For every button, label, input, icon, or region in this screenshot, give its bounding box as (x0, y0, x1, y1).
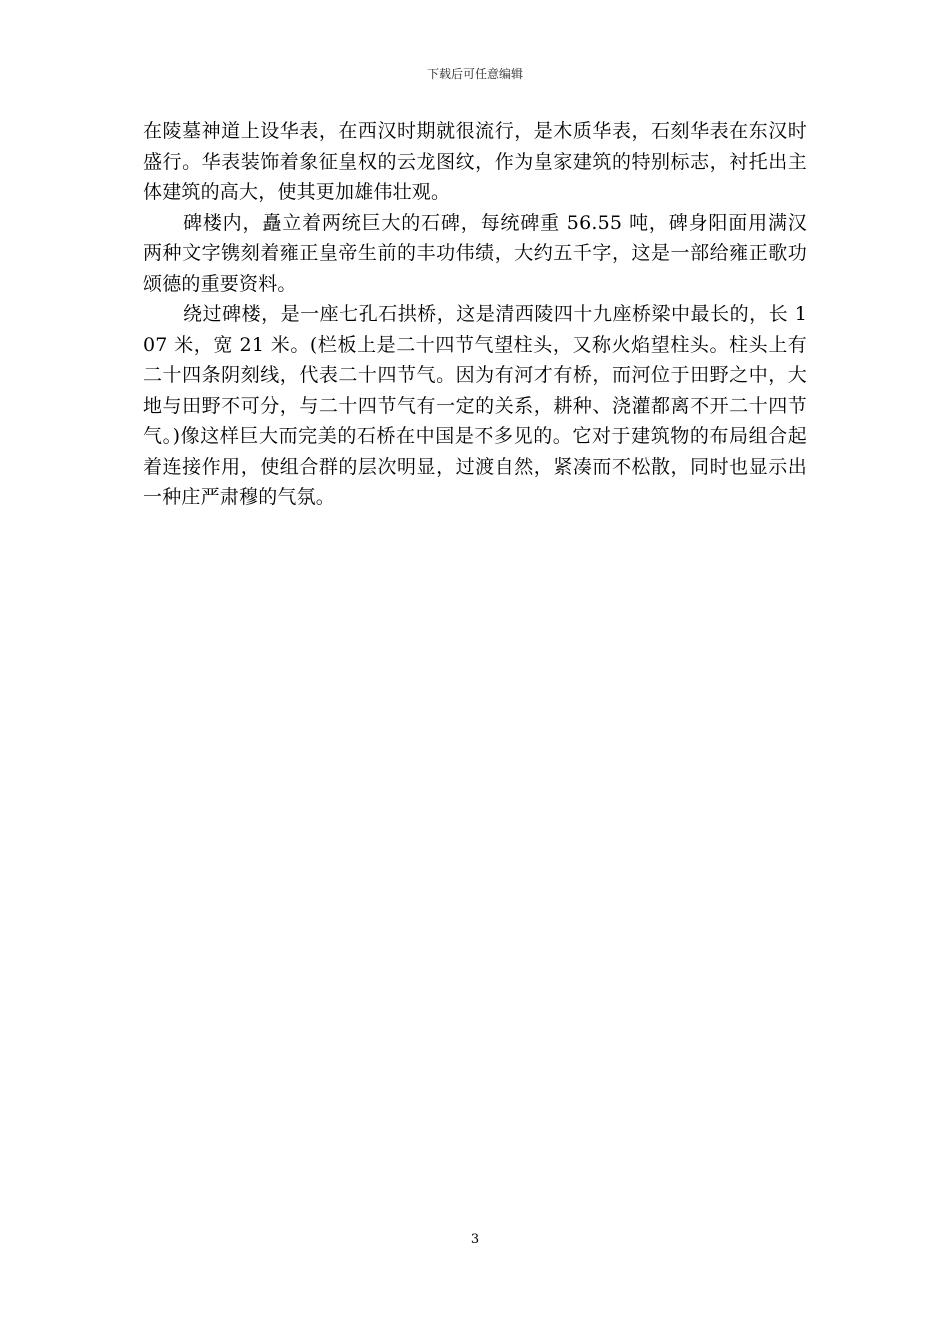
page-number: 3 (470, 1232, 480, 1247)
paragraph-stone-bridge: 绕过碑楼，是一座七孔石拱桥，这是清西陵四十九座桥梁中最长的，长 107 米，宽 21 米。(栏板上是二十四节气望柱头，又称火焰望柱头。柱头上有二十四条阴刻线，代表二十四节气。因为有河才有桥，而河位于田野之中，大地与田野不可分，与二十四节气有一定的关系，耕种、浇灌都离不开二十四节气。)像这样巨大而完美的石桥在中国是不多见的。它对于建筑物的布局组合起着连接作用，使组合群的层次明显，过渡自然，紧凑而不松散，同时也显示出一种庄严肃穆的气氛。 (143, 303, 807, 508)
document-body (143, 116, 807, 513)
page-header: 下载后可任意编辑 (426, 67, 523, 81)
paragraph-stele-pavilion: 碑楼内，矗立着两统巨大的石碑，每统碑重 56.55 吨，碑身阳面用满汉两种文字镌刻着雍正皇帝生前的丰功伟绩，大约五千字，这是一部给雍正歌功颂德的重要资料。 (143, 211, 807, 295)
paragraph-huabiao: 在陵墓神道上设华表，在西汉时期就很流行，是木质华表，石刻华表在东汉时盛行。华表装饰着象征皇权的云龙图纹，作为皇家建筑的特别标志，衬托出主体建筑的高大，使其更加雄伟壮观。 (143, 120, 807, 203)
